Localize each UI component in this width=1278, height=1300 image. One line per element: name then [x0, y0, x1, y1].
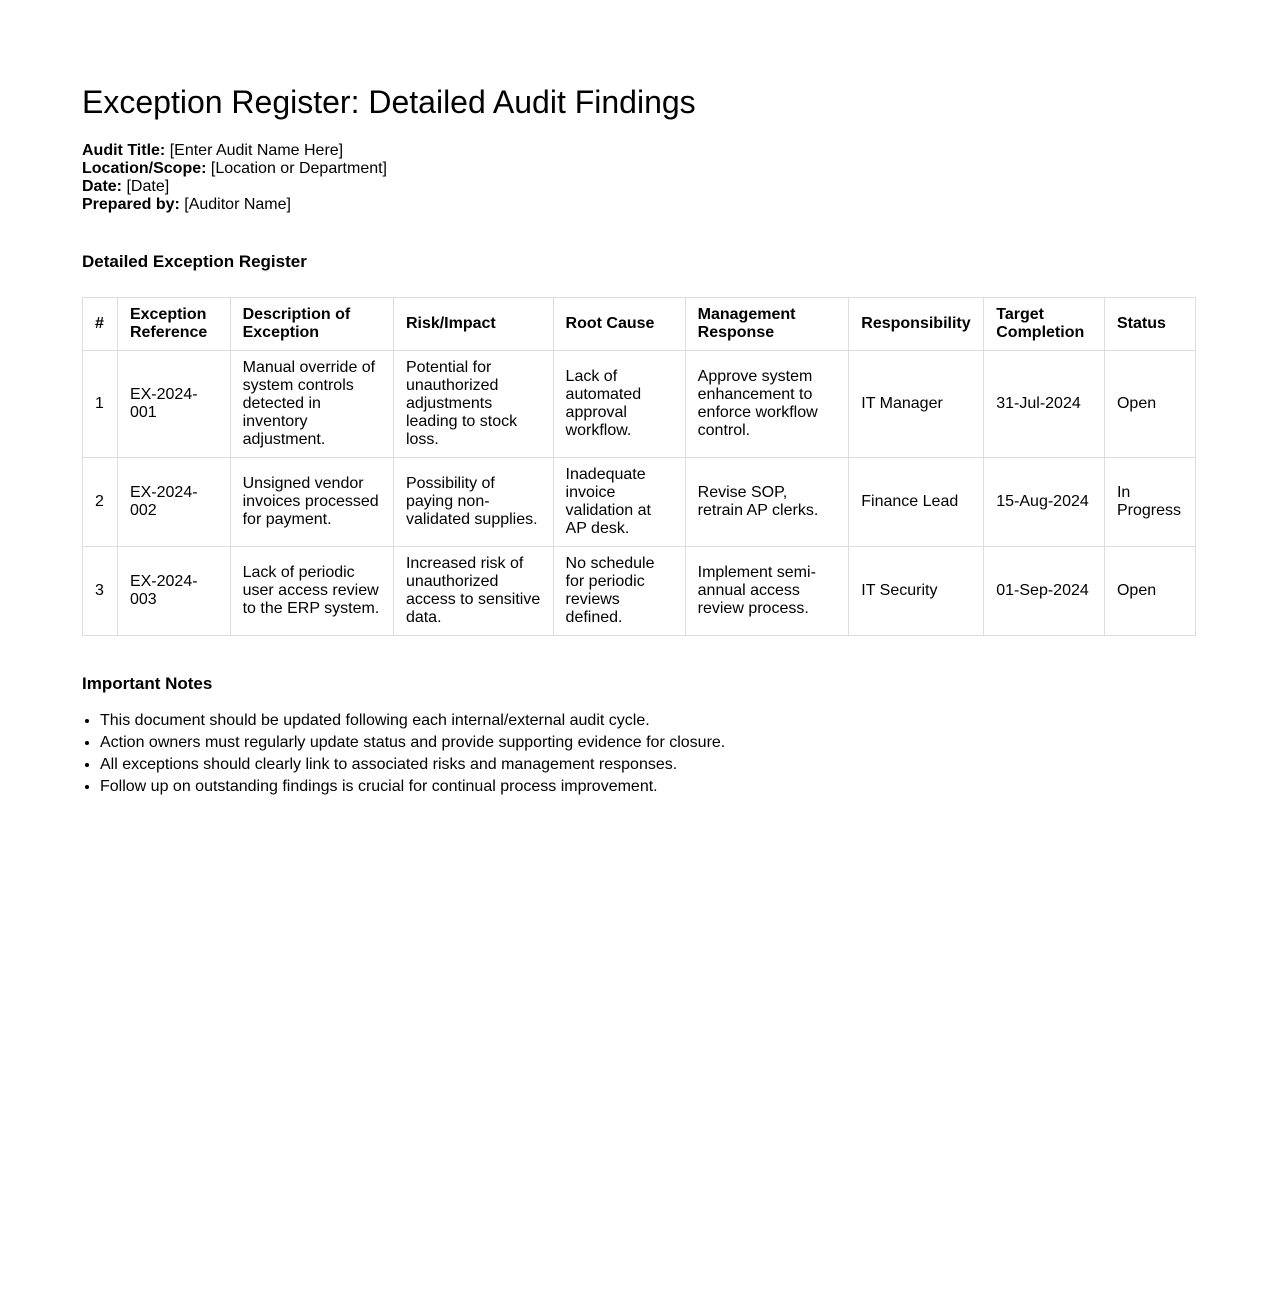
page-title: Exception Register: Detailed Audit Findings [82, 84, 696, 120]
cell-reference: EX-2024-001 [117, 351, 230, 458]
audit-meta [82, 142, 1196, 214]
cell-risk: Possibility of paying non-validated supplies. [393, 458, 553, 547]
cell-target-completion: 31-Jul-2024 [984, 351, 1105, 458]
meta-location-value: [Location or Department] [210, 160, 387, 177]
meta-location-label: Location/Scope: [82, 160, 207, 177]
cell-reference: EX-2024-003 [117, 547, 230, 636]
col-header-status: Status [1104, 298, 1195, 351]
meta-prepared-value: [Auditor Name] [184, 196, 291, 213]
cell-root-cause: Inadequate invoice validation at AP desk. [553, 458, 685, 547]
col-header-responsibility: Responsibility [849, 298, 984, 351]
meta-date-label: Date: [82, 178, 123, 195]
cell-responsibility: Finance Lead [849, 458, 984, 547]
cell-risk: Potential for unauthorized adjustments leading to stock loss. [393, 351, 553, 458]
cell-target-completion: 15-Aug-2024 [984, 458, 1105, 547]
meta-audit-title-value: [Enter Audit Name Here] [169, 142, 344, 159]
cell-risk: Increased risk of unauthorized access to sensitive data. [393, 547, 553, 636]
cell-status: Open [1104, 351, 1195, 458]
col-header-root-cause: Root Cause [553, 298, 685, 351]
cell-status: Open [1104, 547, 1195, 636]
meta-audit-title [82, 142, 1196, 160]
cell-management-response: Revise SOP, retrain AP clerks. [685, 458, 849, 547]
col-header-reference: Exception Reference [117, 298, 230, 351]
meta-prepared-by [82, 196, 1196, 214]
table-row [83, 351, 1196, 458]
meta-date [82, 178, 1196, 196]
meta-audit-title-label: Audit Title: [82, 142, 166, 159]
cell-management-response: Approve system enhancement to enforce workflow control. [685, 351, 849, 458]
col-header-target-completion: Target Completion [984, 298, 1105, 351]
exception-register-table [82, 297, 1196, 636]
cell-root-cause: No schedule for periodic reviews defined. [553, 547, 685, 636]
meta-date-value: [Date] [126, 178, 170, 195]
col-header-management-response: Management Response [685, 298, 849, 351]
cell-responsibility: IT Manager [849, 351, 984, 458]
register-heading: Detailed Exception Register [82, 252, 307, 271]
cell-description: Manual override of system controls detected in inventory adjustment. [230, 351, 393, 458]
cell-number: 1 [83, 351, 118, 458]
cell-description: Unsigned vendor invoices processed for payment. [230, 458, 393, 547]
col-header-description: Description of Exception [230, 298, 393, 351]
cell-target-completion: 01-Sep-2024 [984, 547, 1105, 636]
cell-root-cause: Lack of automated approval workflow. [553, 351, 685, 458]
cell-management-response: Implement semi-annual access review process. [685, 547, 849, 636]
list-item: • All exceptions should clearly link to associated risks and management responses. [100, 754, 1196, 776]
cell-responsibility: IT Security [849, 547, 984, 636]
table-row [83, 458, 1196, 547]
cell-number: 3 [83, 547, 118, 636]
list-item: • Follow up on outstanding findings is crucial for continual process improvement. [100, 776, 1196, 798]
cell-reference: EX-2024-002 [117, 458, 230, 547]
meta-location [82, 160, 1196, 178]
col-header-risk: Risk/Impact [393, 298, 553, 351]
cell-number: 2 [83, 458, 118, 547]
col-header-number: # [83, 298, 118, 351]
cell-description: Lack of periodic user access review to the ERP system. [230, 547, 393, 636]
meta-prepared-label: Prepared by: [82, 196, 180, 213]
notes-list [82, 710, 1196, 798]
notes-heading: Important Notes [82, 674, 213, 693]
table-row [83, 547, 1196, 636]
cell-status: In Progress [1104, 458, 1195, 547]
list-item: • Action owners must regularly update status and provide supporting evidence for closure. [100, 732, 1196, 754]
table-header-row [83, 298, 1196, 351]
list-item: • This document should be updated following each internal/external audit cycle. [100, 710, 1196, 732]
